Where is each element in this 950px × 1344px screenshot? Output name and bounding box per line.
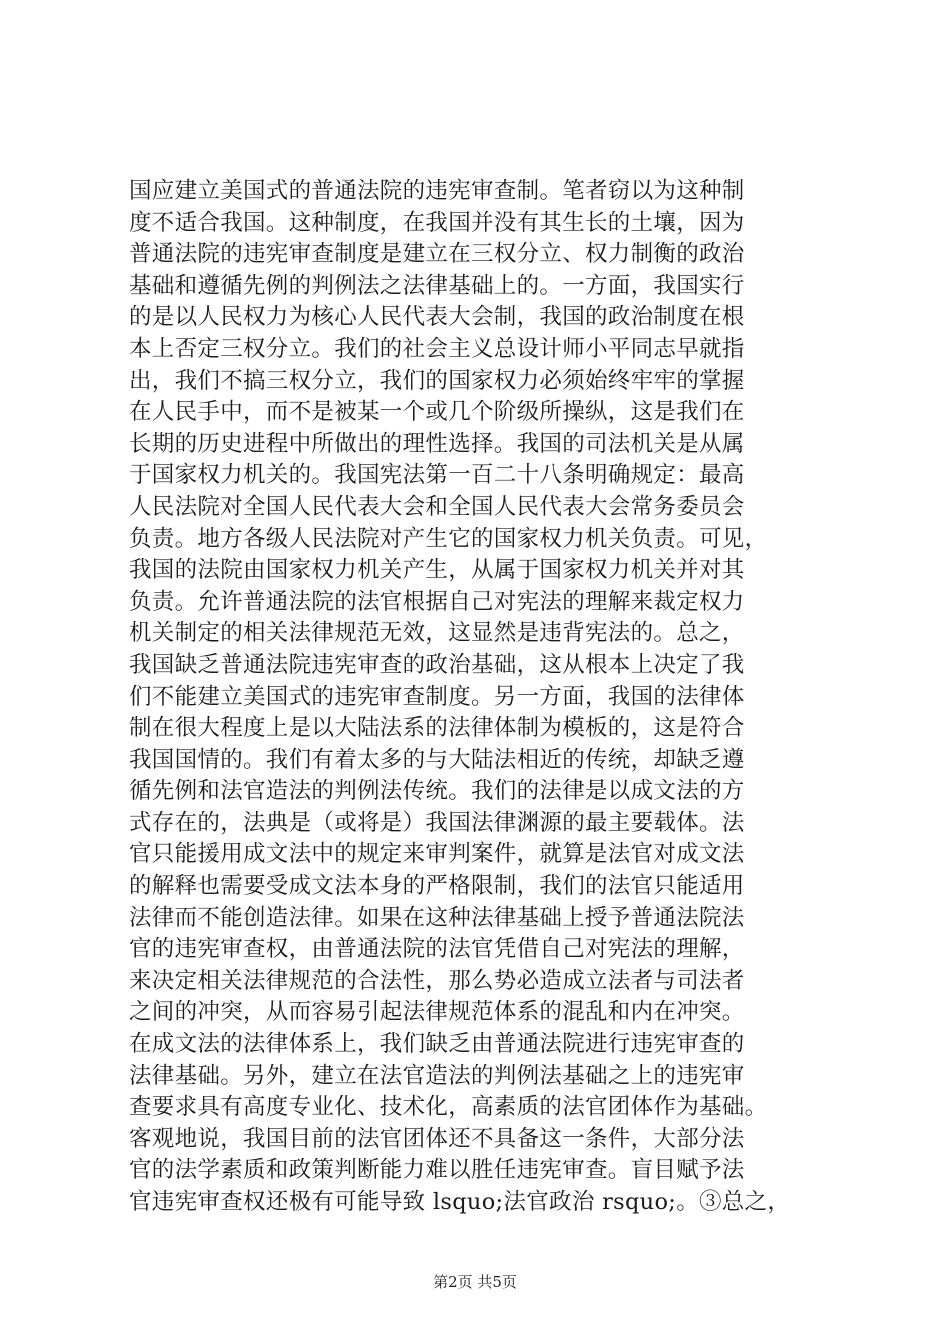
text-line: 国应建立美国式的普通法院的违宪审查制。笔者窃以为这种制 <box>129 178 745 204</box>
text-line: 我国缺乏普通法院违宪审查的政治基础，这从根本上决定了我 <box>129 651 745 678</box>
text-line: 我国国情的。我们有着太多的与大陆法相近的传统，却缺乏遵 <box>129 746 745 773</box>
text-line: 官只能援用成文法中的规定来审判案件，就算是法官对成文法 <box>129 841 745 868</box>
text-line: 官的法学素质和政策判断能力难以胜任违宪审查。盲目赋予法 <box>129 1157 745 1184</box>
text-line: 于国家权力机关的。我国宪法第一百二十八条明确规定：最高 <box>129 462 745 489</box>
text-line: 制在很大程度上是以大陆法系的法律体制为模板的，这是符合 <box>129 715 745 742</box>
text-line: 长期的历史进程中所做出的理性选择。我国的司法机关是从属 <box>129 430 745 457</box>
text-line: 客观地说，我国目前的法官团体还不具备这一条件，大部分法 <box>129 1125 745 1152</box>
text-line: 法律而不能创造法律。如果在这种法律基础上授予普通法院法 <box>129 904 745 931</box>
text-line: 式存在的，法典是（或将是）我国法律渊源的最主要载体。法 <box>129 809 745 836</box>
text-line: 度不适合我国。这种制度，在我国并没有其生长的土壤，因为 <box>129 209 745 236</box>
text-line: 的是以人民权力为核心人民代表大会制，我国的政治制度在根 <box>129 304 745 331</box>
text-line: 们不能建立美国式的违宪审查制度。另一方面，我国的法律体 <box>129 683 745 710</box>
text-line: 普通法院的违宪审查制度是建立在三权分立、权力制衡的政治 <box>129 241 745 268</box>
text-line: 官违宪审查权还极有可能导致 lsquo;法官政治 rsquo;。③总之， <box>129 1189 791 1215</box>
text-line: 基础和遵循先例的判例法之法律基础上的。一方面，我国实行 <box>129 272 745 299</box>
text-line: 在人民手中，而不是被某一个或几个阶级所操纵，这是我们在 <box>129 399 745 426</box>
text-line: 法律基础。另外，建立在法官造法的判例法基础之上的违宪审 <box>129 1062 745 1089</box>
page-footer: 第2页 共5页 <box>433 1273 517 1291</box>
text-line: 负责。地方各级人民法院对产生它的国家权力机关负责。可见， <box>129 525 768 552</box>
text-line: 机关制定的相关法律规范无效，这显然是违背宪法的。总之， <box>129 620 745 647</box>
text-line: 的解释也需要受成文法本身的严格限制，我们的法官只能适用 <box>129 873 745 900</box>
text-line: 来决定相关法律规范的合法性，那么势必造成立法者与司法者 <box>129 967 745 994</box>
text-line: 循先例和法官造法的判例法传统。我们的法律是以成文法的方 <box>129 778 745 805</box>
text-line: 查要求具有高度专业化、技术化，高素质的法官团体作为基础。 <box>129 1094 768 1121</box>
body-text <box>129 176 839 1219</box>
text-line: 官的违宪审查权，由普通法院的法官凭借自己对宪法的理解， <box>129 936 745 963</box>
text-line: 出，我们不搞三权分立，我们的国家权力必须始终牢牢的掌握 <box>129 367 745 394</box>
text-line: 在成文法的法律体系上，我们缺乏由普通法院进行违宪审查的 <box>129 1031 745 1058</box>
text-line: 之间的冲突，从而容易引起法律规范体系的混乱和内在冲突。 <box>129 999 745 1026</box>
text-line: 负责。允许普通法院的法官根据自己对宪法的理解来裁定权力 <box>129 588 745 615</box>
text-line: 我国的法院由国家权力机关产生，从属于国家权力机关并对其 <box>129 557 745 584</box>
text-line: 人民法院对全国人民代表大会和全国人民代表大会常务委员会 <box>129 493 745 520</box>
text-line: 本上否定三权分立。我们的社会主义总设计师小平同志早就指 <box>129 335 745 362</box>
